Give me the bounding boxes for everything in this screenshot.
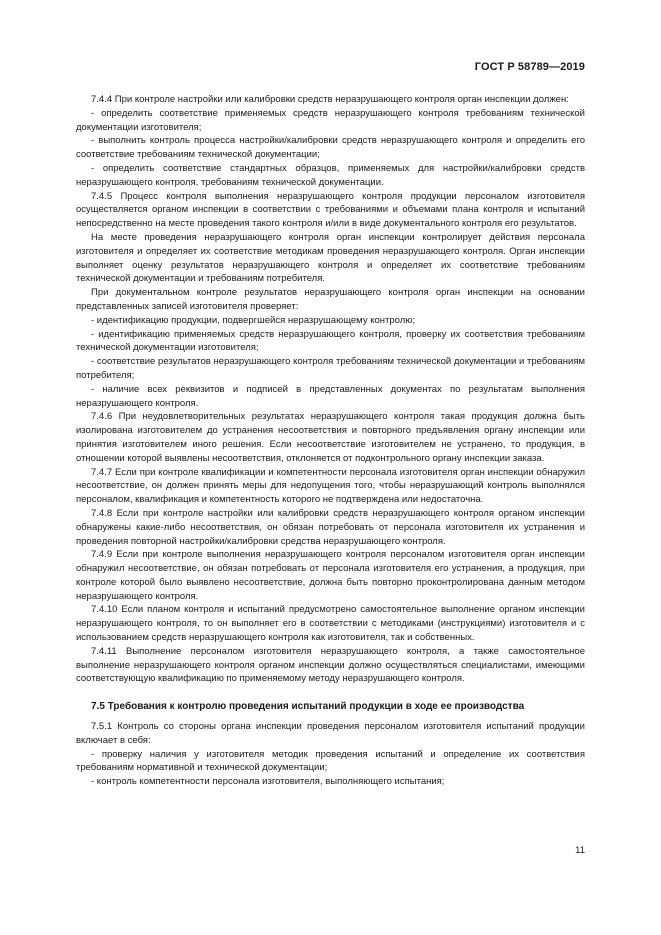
paragraph-7-4-8: 7.4.8 Если при контроле настройки или калибровки средств неразрушающего контроля органом инспекции обнаружены какие-либо несоответствия, он обязан потребовать от персонала изготовителя их устранения и проведения повторной настройки/калибровки средства неразрушающего контроля. bbox=[76, 507, 585, 547]
document-body bbox=[76, 93, 585, 789]
paragraph-7-4-7: 7.4.7 Если при контроле квалификации и компетентности персонала изготовителя орган инспекции обнаружил несоответствие, он должен принять меры для недопущения того, чтобы неразрушающий контроль выполнялся персоналом, квалификация и компетентность которого не подтверждена или недостаточна. bbox=[76, 466, 585, 506]
paragraph-7-5-1: 7.5.1 Контроль со стороны органа инспекции проведения персоналом изготовителя испытаний продукции включает в себя: bbox=[76, 721, 585, 746]
paragraph-7-4-9: 7.4.9 Если при контроле выполнения неразрушающего контроля персоналом изготовителя орган инспекции обнаружил несоответствие, он обязан потребовать от персонала изготовителя его устранения, а продукция, при контроле которой было выявлено несоответствие, должна быть повторно проконтролирована данным методом неразрушающего контроля. bbox=[76, 549, 585, 602]
paragraph-7-4-6: 7.4.6 При неудовлетворительных результатах неразрушающего контроля такая продукция должна быть изолирована изготовителем до устранения несоответствия и повторного предъявления органу инспекции или принятия изготовителем иного решения. Если несоответствие изготовителем не устранено, то продукция, в отношении которой выявлены несоответствия, отклоняется от подконтрольного органу инспекции заказа. bbox=[76, 411, 585, 464]
list-item: - идентификацию применяемых средств неразрушающего контроля, проверку их соответствия требованиям технической документации изготовителя; bbox=[76, 328, 585, 354]
paragraph: При документальном контроле результатов неразрушающего контроля орган инспекции на основании представленных записей изготовителя проверяет: bbox=[76, 287, 585, 312]
list-item: - контроль компетентности персонала изготовителя, выполняющего испытания; bbox=[91, 776, 445, 788]
page-number: 11 bbox=[575, 845, 585, 856]
paragraph-7-4-4: 7.4.4 При контроле настройки или калибровки средств неразрушающего контроля орган инспекции должен: bbox=[91, 94, 569, 105]
list-item: - проверку наличия у изготовителя методик проведения испытаний и определение их соответствия требованиям нормативной и технической документации; bbox=[76, 748, 585, 774]
document-id: ГОСТ Р 58789—2019 bbox=[474, 61, 585, 73]
paragraph: На месте проведения неразрушающего контроля орган инспекции контролирует действия персонала изготовителя и определяет их соответствие методикам проведения неразрушающего контроля. Орган инспекции выполняет оценку результатов неразрушающего контроля и определяет их соответствие требованиям технической документации и требованиям потребителя. bbox=[76, 231, 585, 285]
list-item: - наличие всех реквизитов и подписей в представленных документах по результатам выполнения неразрушающего контроля. bbox=[76, 383, 585, 409]
paragraph-7-4-5: 7.4.5 Процесс контроля выполнения неразрушающего контроля продукции персоналом изготовителя осуществляется органом инспекции в соответствии с требованиями и объемами плана контроля и испытаний непосредственно на месте проведения такого контроля и/или в виде документального контроля его результатов. bbox=[76, 190, 585, 230]
list-item: - идентификацию продукции, подвергшейся неразрушающему контролю; bbox=[91, 314, 416, 326]
paragraph-7-4-10: 7.4.10 Если планом контроля и испытаний предусмотрено самостоятельное выполнение органом инспекции неразрушающего контроля, то он выполняет его в соответствии с методиками (инструкциями) изготовителя и с использованием средств неразрушающего контроля как изготовителя, так и собственных. bbox=[76, 604, 585, 644]
section-heading-7-5: 7.5 Требования к контролю проведения испытаний продукции в ходе ее производства bbox=[91, 701, 525, 713]
list-item: - соответствие результатов неразрушающего контроля требованиям технической документации и требованиям потребителя; bbox=[76, 356, 585, 381]
paragraph-7-4-11: 7.4.11 Выполнение персоналом изготовителя неразрушающего контроля, а также самостоятельное выполнение неразрушающего контроля органом инспекции должно осуществляться специалистами, имеющими соответствующую квалификацию по применяемому методу неразрушающего контроля. bbox=[76, 645, 585, 685]
list-item: - определить соответствие стандартных образцов, применяемых для настройки/калибровки средств неразрушающего контроля, требованиям технической документации. bbox=[76, 162, 585, 188]
list-item: - выполнить контроль процесса настройки/калибровки средств неразрушающего контроля и определить его соответствие требованиям технической документации; bbox=[76, 135, 585, 161]
list-item: - определить соответствие применяемых средств неразрушающего контроля требованиям технической документации изготовителя; bbox=[76, 107, 585, 133]
